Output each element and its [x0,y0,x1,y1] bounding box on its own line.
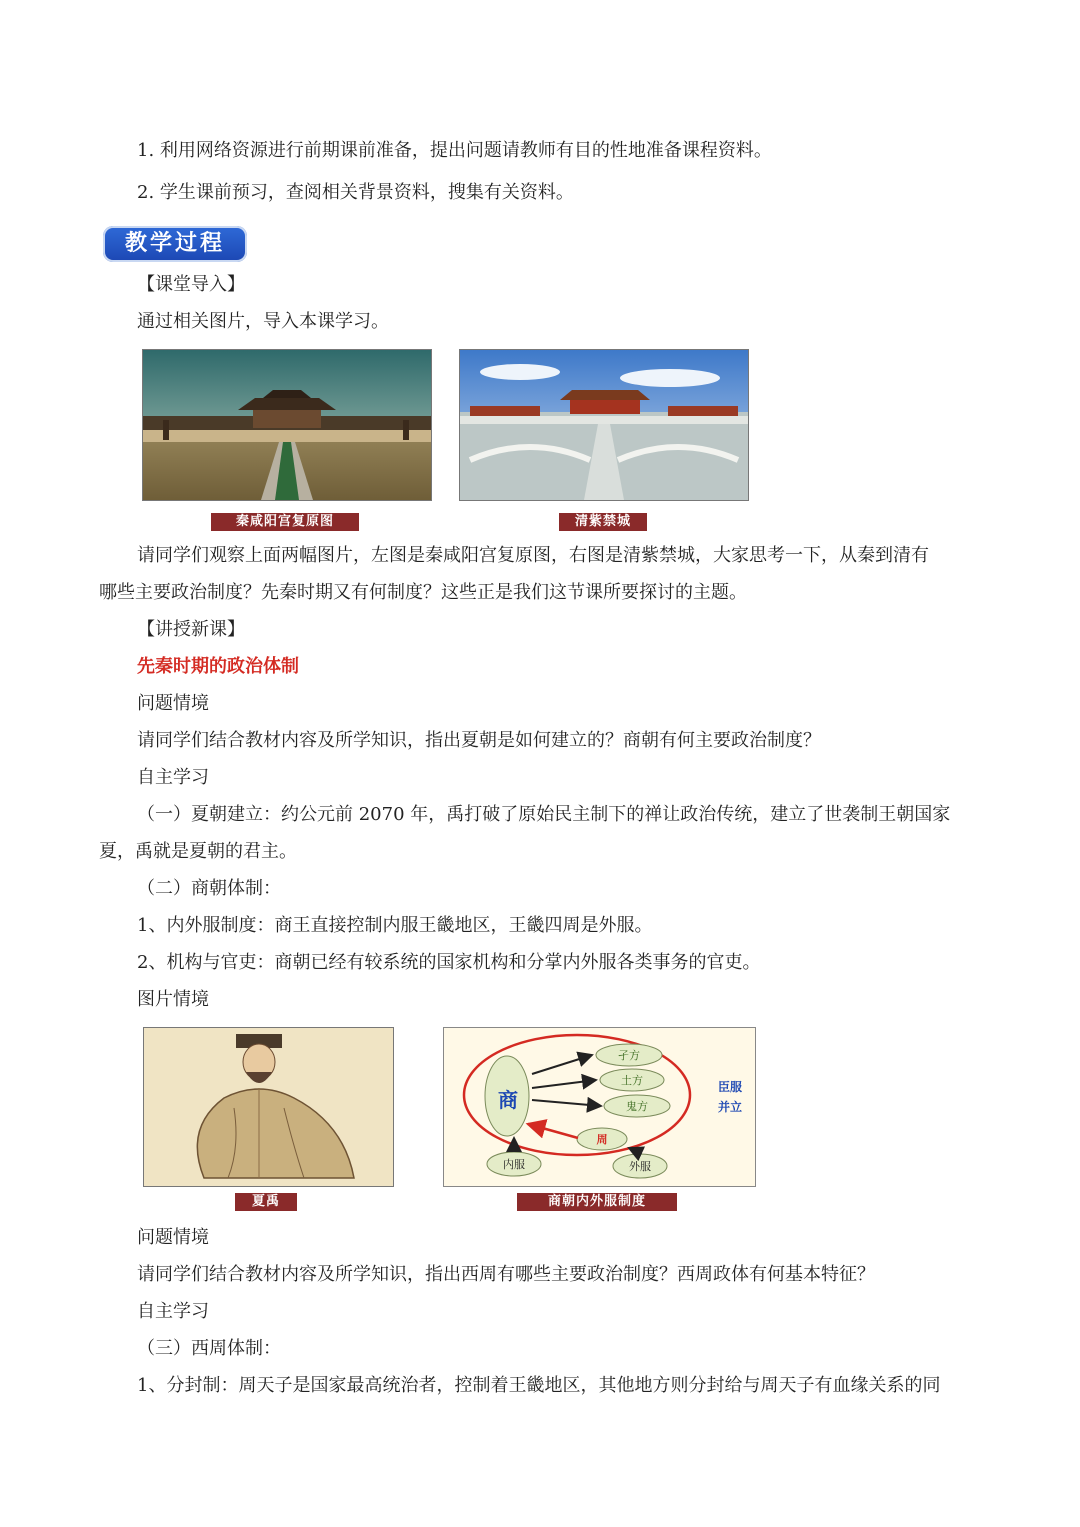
new-lesson-heading: 【讲授新课】 [137,619,245,640]
forbidden-city-photo [459,349,749,501]
problem-text-1: 请同学们结合教材内容及所学知识，指出夏朝是如何建立的？商朝有何主要政治制度？ [137,730,821,751]
xianyang-palace-photo [142,349,432,501]
xia-yu-caption: 夏禹 [235,1193,297,1211]
problem-label-1: 问题情境 [137,693,209,714]
diagram-side-label-1: 臣服 [718,1080,743,1094]
diagram-caption: 商朝内外服制度 [517,1193,677,1211]
intro-heading: 【课堂导入】 [137,274,245,295]
diagram-outer-service: 外服 [629,1160,651,1173]
shang-title: （二）商朝体制： [137,878,281,899]
problem-text-2: 请同学们结合教材内容及所学知识，指出西周有哪些主要政治制度？西周政体有何基本特征？ [137,1264,875,1285]
diagram-node-zhou: 周 [596,1133,608,1146]
red-section-title: 先秦时期的政治体制 [137,656,299,677]
xianyang-caption: 秦咸阳宫复原图 [211,513,359,531]
intro-text: 通过相关图片，导入本课学习。 [137,311,389,332]
diagram-node-2: 土方 [621,1074,643,1087]
intro-paragraph-line-2: 哪些主要政治制度？先秦时期又有何制度？这些正是我们这节课所要探讨的主题。 [99,582,747,603]
prep-item-2: 2. 学生课前预习，查阅相关背景资料，搜集有关资料。 [137,182,574,203]
picture-label: 图片情境 [137,989,209,1010]
self-study-label-1: 自主学习 [137,767,209,788]
shang-item-2: 2、机构与官吏：商朝已经有较系统的国家机构和分掌内外服各类事务的官吏。 [137,952,761,973]
self-study-label-2: 自主学习 [137,1301,209,1322]
xia-line-1: （一）夏朝建立：约公元前 2070 年，禹打破了原始民主制下的禅让政治传统，建立了世袭制王朝国家 [137,804,951,825]
problem-label-2: 问题情境 [137,1227,209,1248]
shang-system-diagram [443,1027,756,1187]
xia-yu-portrait [143,1027,394,1187]
shang-item-1: 1、内外服制度：商王直接控制内服王畿地区，王畿四周是外服。 [137,915,653,936]
diagram-node-1: 孑方 [618,1049,640,1062]
diagram-node-3: 鬼方 [626,1100,648,1113]
diagram-inner-service: 内服 [503,1158,525,1171]
section-badge-teaching-process: 教学过程 [103,226,247,262]
zhou-title: （三）西周体制： [137,1338,281,1359]
diagram-side-label-2: 并立 [718,1100,743,1114]
xia-line-2: 夏，禹就是夏朝的君主。 [99,841,297,862]
prep-item-1: 1. 利用网络资源进行前期课前准备，提出问题请教师有目的性地准备课程资料。 [137,140,772,161]
zhou-item-1: 1、分封制：周天子是国家最高统治者，控制着王畿地区，其他地方则分封给与周天子有血缘关系的同 [137,1375,941,1396]
forbidden-city-caption: 清紫禁城 [559,513,647,531]
intro-paragraph-line-1: 请同学们观察上面两幅图片，左图是秦咸阳宫复原图，右图是清紫禁城，大家思考一下，从秦到清有 [137,545,929,566]
diagram-center-shang: 商 [498,1088,518,1112]
